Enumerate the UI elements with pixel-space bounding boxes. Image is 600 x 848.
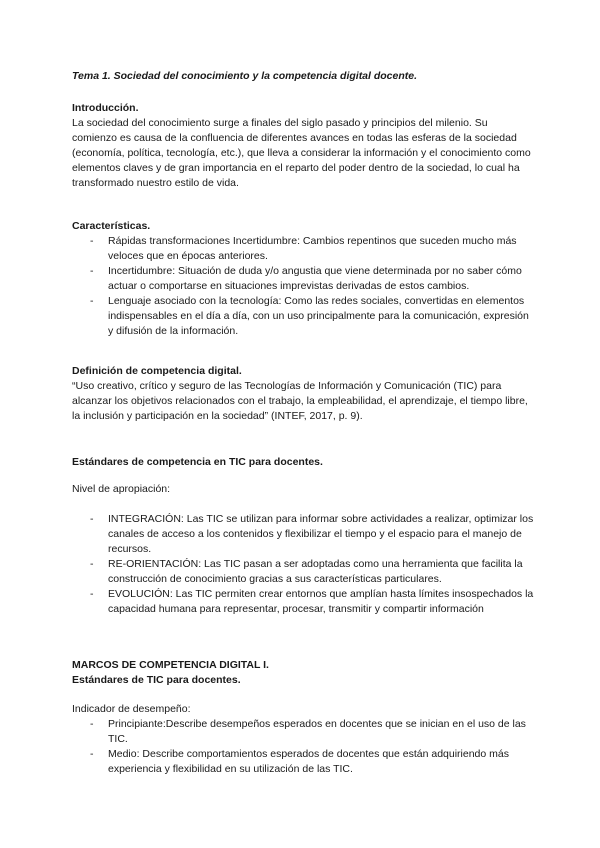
list-item: - EVOLUCIÓN: Las TIC permiten crear entornos que amplían hasta límites insospechados la capacidad humana para representar, procesar, transmitir y compartir información (90, 588, 534, 615)
list-item: - Principiante:Describe desempeños esperados en docentes que se inician en el uso de las TIC. (90, 718, 526, 745)
definicion-heading: Definición de competencia digital. (72, 365, 242, 377)
list-item: - RE-ORIENTACIÓN: Las TIC pasan a ser adoptadas como una herramienta que facilita la construcción de conocimiento gracias a sus características particulares. (90, 558, 523, 585)
caracteristicas-list (72, 234, 534, 339)
marcos-subheading: Estándares de TIC para docentes. (72, 674, 241, 686)
indicador-desempeno-label: Indicador de desempeño: (72, 703, 191, 715)
list-item: - Lenguaje asociado con la tecnología: Como las redes sociales, convertidas en elementos indispensables en el día a día, con un uso principalmente para la comunicación, expresión y difusión de la información. (90, 295, 529, 337)
estandares-heading: Estándares de competencia en TIC para docentes. (72, 456, 323, 468)
estandares-list (72, 512, 534, 617)
marcos-heading: MARCOS DE COMPETENCIA DIGITAL I. (72, 659, 269, 671)
nivel-apropiacion-label: Nivel de apropiación: (72, 483, 171, 495)
list-item: - Incertidumbre: Situación de duda y/o angustia que viene determinada por no saber cómo actuar o comportarse en situaciones imprevistas derivadas de estos cambios. (90, 265, 522, 292)
marcos-list (72, 717, 534, 777)
list-item: - Medio: Describe comportamientos esperados de docentes que están adquiriendo más experiencia y flexibilidad en su utilización de las TIC. (90, 748, 509, 775)
list-item: - Rápidas transformaciones Incertidumbre: Cambios repentinos que suceden mucho más veloces que en épocas anteriores. (90, 235, 517, 262)
list-item: - INTEGRACIÓN: Las TIC se utilizan para informar sobre actividades a realizar, optimizar los canales de acceso a los contenidos y flexibilizar el tiempo y el espacio para el manejo de recursos. (90, 513, 534, 555)
caracteristicas-heading: Características. (72, 220, 151, 232)
intro-heading: Introducción. (72, 102, 139, 114)
document-title: Tema 1. Sociedad del conocimiento y la competencia digital docente. (72, 70, 418, 82)
definicion-paragraph: “Uso creativo, crítico y seguro de las Tecnologías de Información y Comunicación (TIC) para alcanzar los objetivos relacionados con el trabajo, la empleabilidad, el aprendizaje, el tiempo libre, la inclusión y participación en la sociedad” (INTEF, 2017, p. 9). (72, 380, 528, 422)
intro-paragraph: La sociedad del conocimiento surge a finales del siglo pasado y principios del milenio. Su comienzo es causa de la confluencia de diferentes avances en todas las esferas de la sociedad (economía, política, tecnología, etc.), que lleva a considerar la información y el conocimiento como elementos claves y de gran importancia en el reparto del poder dentro de la sociedad, lo cual ha transformado nuestro estilo de vida. (72, 117, 531, 189)
